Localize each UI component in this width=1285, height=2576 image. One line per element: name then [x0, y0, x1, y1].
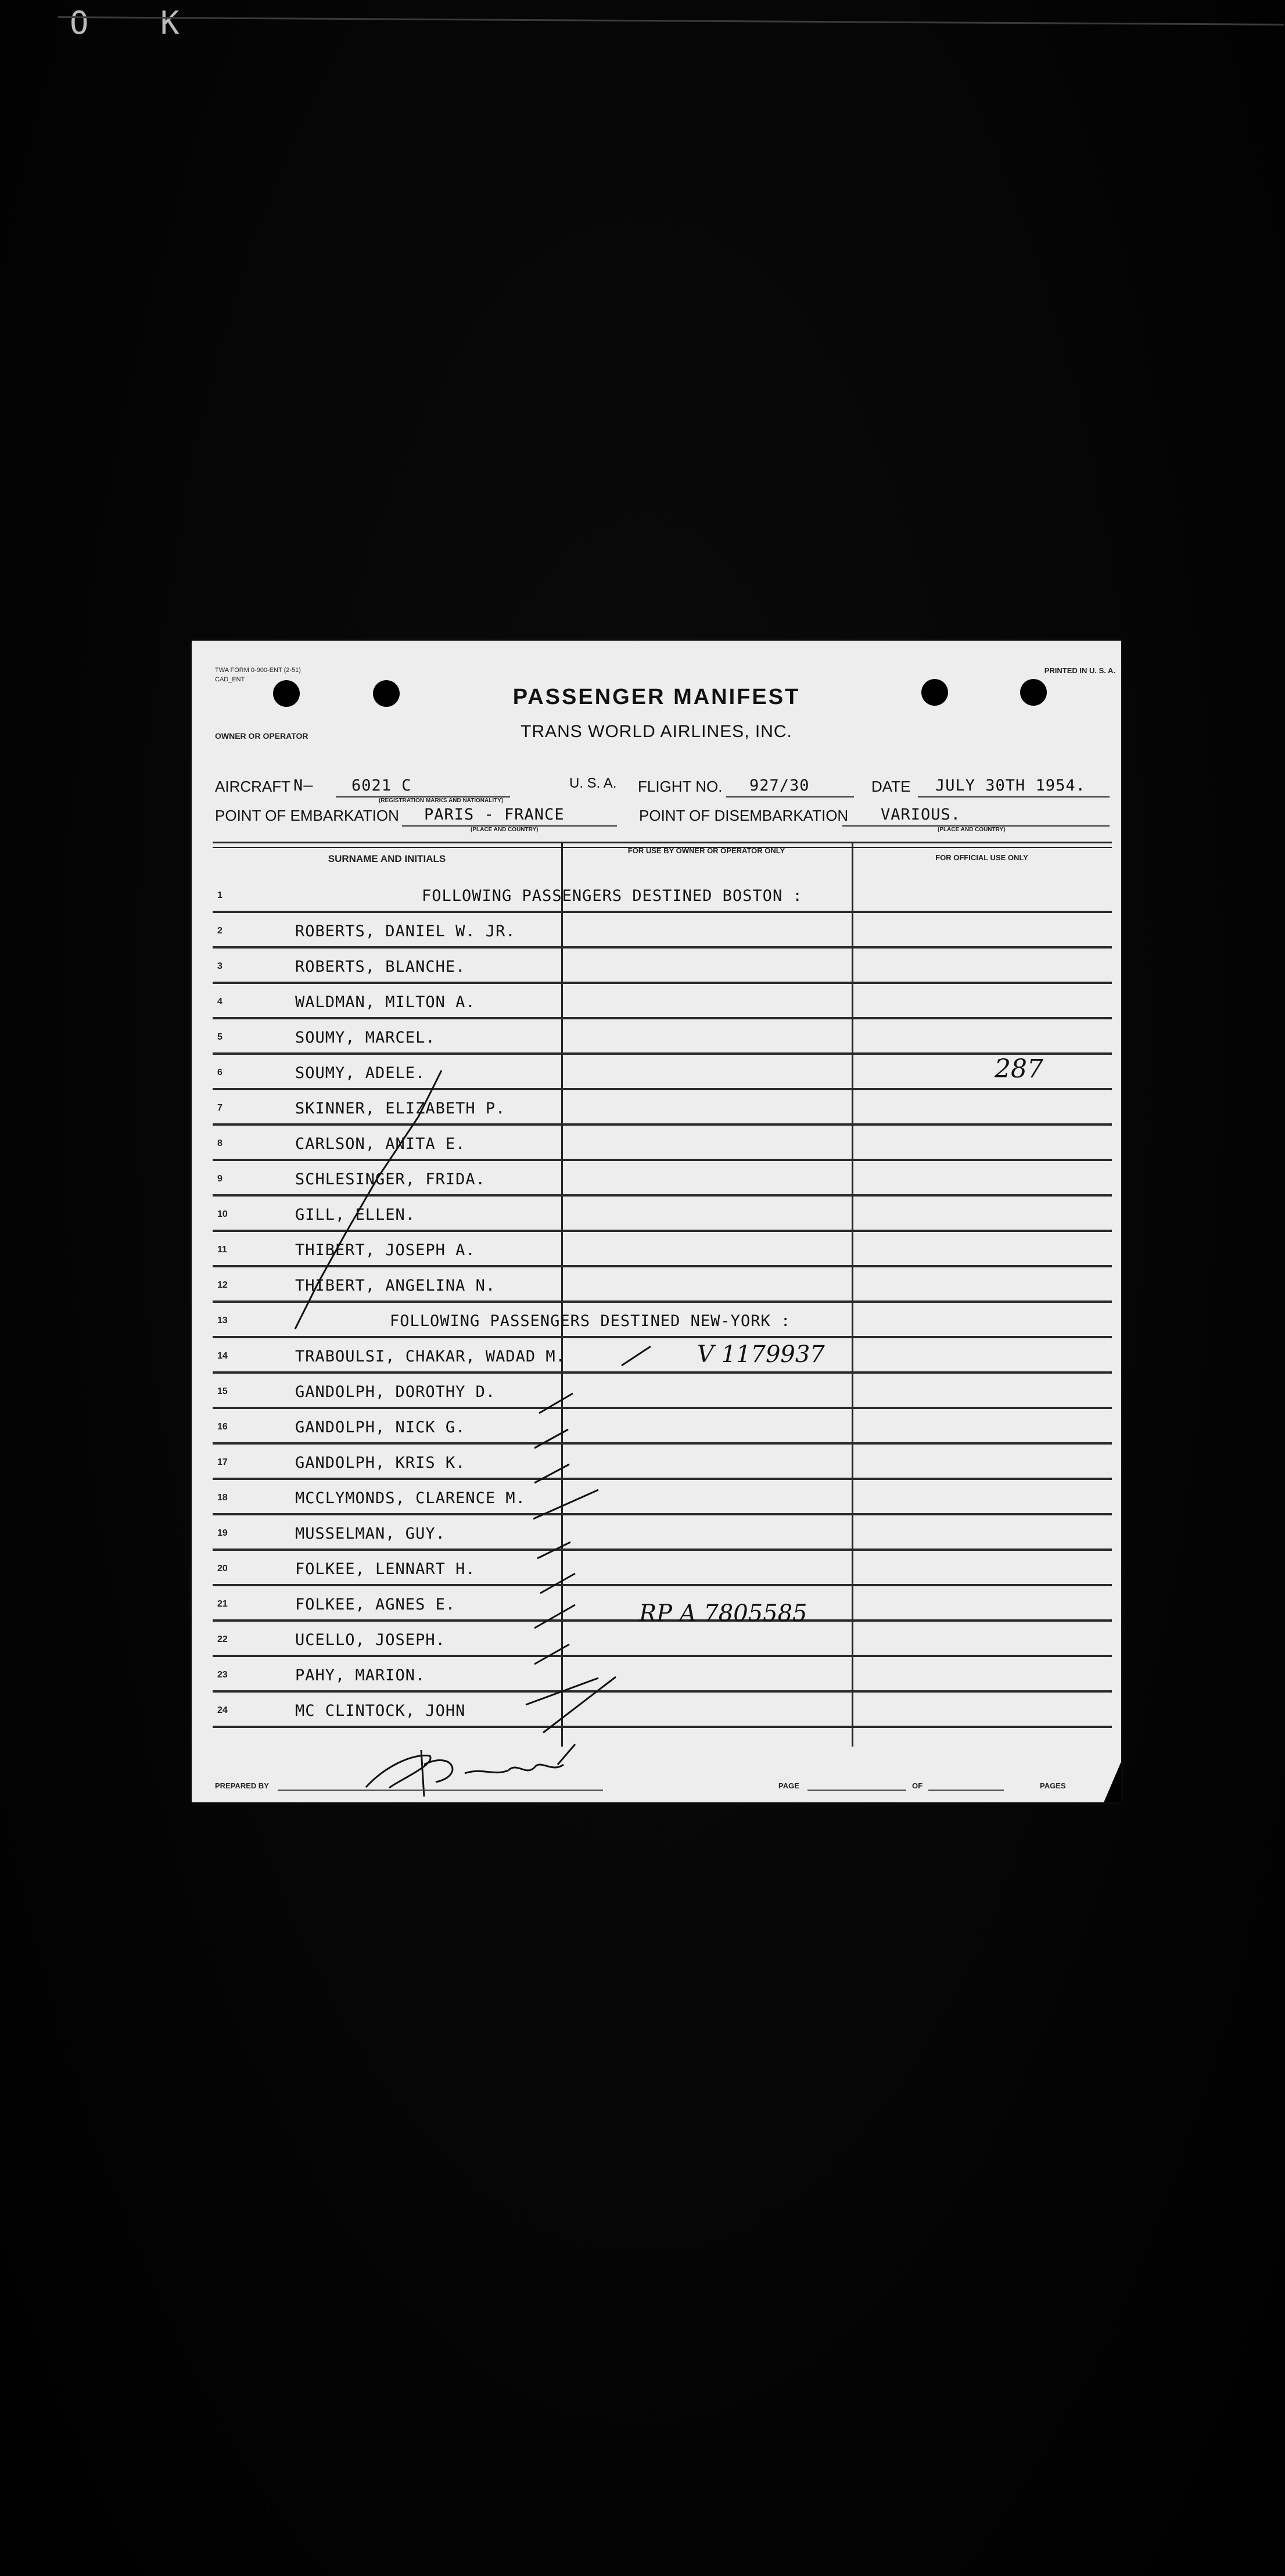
passenger-name: MCCLYMONDS, CLARENCE M.	[295, 1489, 526, 1507]
passenger-name: GILL, ELLEN.	[295, 1206, 416, 1224]
row-number: 5	[217, 1032, 222, 1042]
disembark-value: VARIOUS.	[881, 806, 961, 824]
passenger-name: GANDOLPH, KRIS K.	[295, 1454, 466, 1472]
passenger-name: SOUMY, MARCEL.	[295, 1029, 436, 1047]
row-number: 11	[217, 1245, 227, 1255]
passenger-name: CARLSON, ANITA E.	[295, 1135, 466, 1153]
handwritten-marks	[192, 641, 1121, 1802]
printed-in: PRINTED IN U. S. A.	[1044, 666, 1115, 675]
tick-mark-20	[540, 1573, 575, 1593]
row-number: 18	[217, 1493, 228, 1503]
tick-mark-21	[534, 1605, 575, 1628]
manifest-title: PASSENGER MANIFEST	[512, 685, 801, 709]
passenger-name: WALDMAN, MILTON A.	[295, 993, 476, 1011]
passenger-name: MC CLINTOCK, JOHN	[295, 1702, 466, 1720]
airline-name: TRANS WORLD AIRLINES, INC.	[521, 722, 792, 741]
tick-mark-19	[537, 1542, 570, 1558]
row-number: 21	[217, 1599, 228, 1609]
form-number: TWA FORM 0-900-ENT (2-51)	[215, 667, 301, 674]
row-number: 1	[217, 890, 222, 900]
passenger-name: SKINNER, ELIZABETH P.	[295, 1100, 506, 1118]
row-number: 6	[217, 1068, 222, 1077]
row-number: 14	[217, 1351, 228, 1361]
row-number: 7	[217, 1103, 222, 1113]
passenger-name: GANDOLPH, NICK G.	[295, 1418, 466, 1436]
passenger-name: SOUMY, ADELE.	[295, 1064, 426, 1082]
passenger-name: ROBERTS, DANIEL W. JR.	[295, 922, 516, 940]
aircraft-value: 6021 C	[351, 777, 412, 795]
torn-corner	[1104, 1762, 1121, 1802]
pages-label: PAGES	[1040, 1781, 1066, 1790]
passenger-name: TRABOULSI, CHAKAR, WADAD M.	[295, 1348, 566, 1366]
page-label: PAGE	[778, 1781, 799, 1790]
row-number: 3	[217, 961, 222, 971]
page-line	[807, 1790, 906, 1791]
row-number: 22	[217, 1634, 228, 1644]
aircraft-sublabel: (REGISTRATION MARKS AND NATIONALITY)	[379, 797, 504, 804]
row-number: 2	[217, 926, 222, 936]
prepared-by-label: PREPARED BY	[215, 1781, 269, 1790]
owner-label: OWNER OR OPERATOR	[215, 731, 308, 741]
passenger-name: MUSSELMAN, GUY.	[295, 1525, 446, 1543]
row-number: 12	[217, 1280, 228, 1290]
row-number: 13	[217, 1316, 228, 1325]
row-number: 24	[217, 1705, 228, 1715]
film-mark-right: K	[160, 5, 180, 41]
row-number: 10	[217, 1209, 228, 1219]
tick-mark-17	[534, 1464, 569, 1483]
diagonal-cross-out	[295, 1070, 442, 1329]
embark-sublabel: (PLACE AND COUNTRY)	[471, 827, 539, 833]
film-mark-left: O	[70, 5, 89, 41]
passenger-name: THIBERT, JOSEPH A.	[295, 1241, 476, 1259]
tick-mark-22	[534, 1644, 569, 1664]
date-label: DATE	[871, 778, 911, 795]
of-line	[928, 1790, 1004, 1791]
manifest-page	[192, 641, 1121, 1802]
passenger-name: FOLKEE, AGNES E.	[295, 1596, 456, 1614]
row-number: 20	[217, 1564, 228, 1573]
date-value: JULY 30TH 1954.	[935, 777, 1086, 795]
handwritten-official-number: 287	[995, 1054, 1043, 1084]
form-sub: CAD_ENT	[215, 676, 245, 683]
row-number: 23	[217, 1670, 228, 1680]
row-number: 9	[217, 1174, 222, 1184]
destination-note: FOLLOWING PASSENGERS DESTINED BOSTON :	[422, 887, 803, 905]
tick-mark-16	[534, 1429, 568, 1448]
row-number: 16	[217, 1422, 228, 1432]
row-number: 15	[217, 1386, 228, 1396]
handwritten-passport-2: RP A 7805585	[639, 1600, 807, 1627]
embark-label: POINT OF EMBARKATION	[215, 807, 399, 824]
row-number: 17	[217, 1457, 228, 1467]
passenger-name: THIBERT, ANGELINA N.	[295, 1277, 496, 1295]
handwritten-passport-1: V 1179937	[697, 1341, 825, 1368]
embark-value: PARIS - FRANCE	[424, 806, 565, 824]
aircraft-label: AIRCRAFT	[215, 778, 290, 795]
flight-value: 927/30	[749, 777, 810, 795]
passenger-name: UCELLO, JOSEPH.	[295, 1631, 446, 1649]
prepared-by-line	[278, 1790, 603, 1791]
manifest-footer	[192, 1762, 1121, 1797]
header-surname: SURNAME AND INITIALS	[328, 853, 446, 864]
nationality: U. S. A.	[569, 775, 617, 791]
disembark-label: POINT OF DISEMBARKATION	[639, 807, 849, 824]
passenger-name: SCHLESINGER, FRIDA.	[295, 1170, 486, 1188]
row-number: 19	[217, 1528, 228, 1538]
row-number: 4	[217, 997, 222, 1007]
destination-note: FOLLOWING PASSENGERS DESTINED NEW-YORK :	[390, 1312, 791, 1330]
tick-mark-23	[526, 1678, 598, 1705]
disembark-sublabel: (PLACE AND COUNTRY)	[938, 827, 1006, 833]
tick-mark-14	[622, 1346, 651, 1366]
tick-mark-18	[533, 1490, 598, 1519]
tick-mark-15	[539, 1393, 573, 1413]
passenger-name: PAHY, MARION.	[295, 1666, 426, 1684]
header-owner-use: FOR USE BY OWNER OR OPERATOR ONLY	[627, 846, 785, 855]
header-official: FOR OFFICIAL USE ONLY	[935, 853, 1028, 862]
row-number: 8	[217, 1138, 222, 1148]
of-label: OF	[912, 1781, 923, 1790]
aircraft-prefix: N—	[293, 777, 314, 795]
passenger-name: ROBERTS, BLANCHE.	[295, 958, 466, 976]
passenger-name: GANDOLPH, DOROTHY D.	[295, 1383, 496, 1401]
flight-label: FLIGHT NO.	[638, 778, 723, 795]
passenger-name: FOLKEE, LENNART H.	[295, 1560, 476, 1578]
